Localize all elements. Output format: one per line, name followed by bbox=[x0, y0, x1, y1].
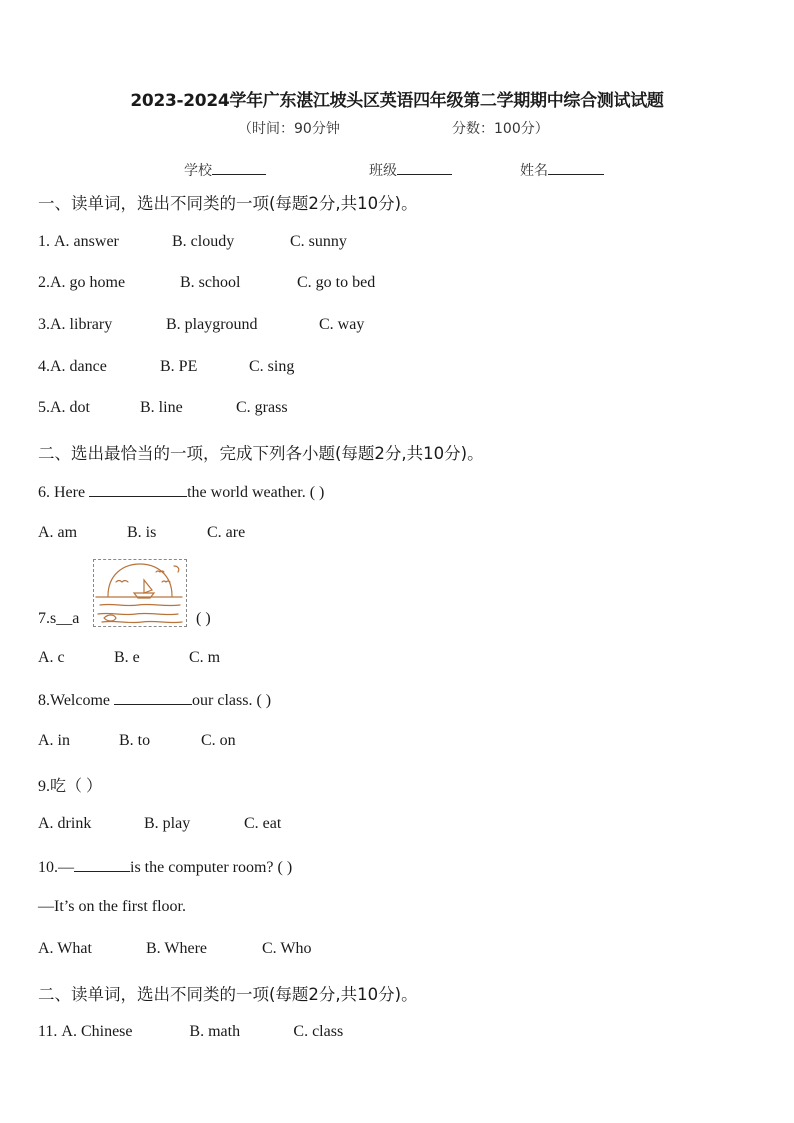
question-7-options bbox=[38, 649, 220, 667]
name-blank bbox=[548, 160, 604, 175]
class-field bbox=[369, 160, 452, 180]
question-number: 3. bbox=[38, 316, 50, 333]
question-number: 2. bbox=[38, 274, 50, 291]
question-7 bbox=[38, 610, 79, 628]
name-label: 姓名 bbox=[520, 163, 548, 179]
option-a: A. drink bbox=[38, 815, 92, 832]
option-c: C. go to bed bbox=[297, 274, 376, 291]
option-c: C. are bbox=[207, 524, 246, 541]
option-c: C. way bbox=[319, 316, 365, 333]
option-a: A. answer bbox=[54, 233, 119, 250]
section-2-heading: 二、选出最恰当的一项，完成下列各小题(每题2分,共10分)。 bbox=[38, 444, 484, 463]
option-b: B. e bbox=[114, 649, 140, 666]
option-a: A. dance bbox=[50, 358, 107, 375]
question-number: 5. bbox=[38, 399, 50, 416]
question-7-bracket: ( ) bbox=[196, 610, 211, 627]
option-b: B. school bbox=[180, 274, 241, 291]
option-b: B. is bbox=[127, 524, 157, 541]
question-10-answer: —It’s on the first floor. bbox=[38, 898, 186, 915]
option-b: B. play bbox=[144, 815, 191, 832]
option-b: B. math bbox=[189, 1023, 241, 1040]
question-text-end: is the computer room? ( ) bbox=[130, 859, 293, 876]
question-text: 6. Here bbox=[38, 484, 90, 501]
answer-blank bbox=[89, 482, 187, 497]
option-a: A. Chinese bbox=[61, 1023, 133, 1040]
question-number: 1. bbox=[38, 233, 54, 250]
option-a: A. in bbox=[38, 732, 70, 749]
sea-sunset-picture bbox=[93, 559, 187, 627]
question-6-options bbox=[38, 524, 245, 542]
school-field bbox=[184, 160, 266, 180]
answer-blank bbox=[114, 690, 192, 705]
option-c: C. sunny bbox=[290, 233, 347, 250]
question-text-end: the world weather. ( ) bbox=[187, 484, 325, 501]
option-b: B. PE bbox=[160, 358, 198, 375]
time-info: （时间：90分钟 bbox=[238, 121, 340, 137]
question-number: 4. bbox=[38, 358, 50, 375]
option-a: A. am bbox=[38, 524, 78, 541]
question-6 bbox=[38, 482, 324, 502]
question-5 bbox=[38, 399, 288, 417]
option-a: A. library bbox=[50, 316, 113, 333]
option-c: C. sing bbox=[249, 358, 295, 375]
option-a: A. dot bbox=[50, 399, 90, 416]
option-b: B. playground bbox=[166, 316, 258, 333]
question-10-options bbox=[38, 940, 311, 958]
question-10 bbox=[38, 857, 292, 877]
sea-sunset-sketch-icon bbox=[94, 560, 186, 626]
page-title: 2023-2024学年广东湛江坡头区英语四年级第二学期期中综合测试试题 bbox=[130, 91, 664, 111]
option-b: B. cloudy bbox=[172, 233, 235, 250]
option-a: A. go home bbox=[50, 274, 126, 291]
section-3-heading: 二、读单词，选出不同类的一项(每题2分,共10分)。 bbox=[38, 985, 418, 1004]
option-c: C. m bbox=[189, 649, 221, 666]
answer-blank bbox=[74, 857, 130, 872]
option-b: B. Where bbox=[146, 940, 208, 957]
option-a: A. What bbox=[38, 940, 92, 957]
class-label: 班级 bbox=[369, 163, 397, 179]
section-1-heading: 一、读单词，选出不同类的一项(每题2分,共10分)。 bbox=[38, 194, 418, 213]
option-c: C. grass bbox=[236, 399, 288, 416]
option-c: C. eat bbox=[244, 815, 282, 832]
question-number: 11. bbox=[38, 1023, 62, 1040]
question-3 bbox=[38, 316, 364, 334]
score-info: 分数：100分） bbox=[452, 121, 549, 137]
question-4 bbox=[38, 358, 294, 376]
question-8-options bbox=[38, 732, 236, 750]
name-field bbox=[520, 160, 604, 180]
question-9: 9.吃（ ） bbox=[38, 778, 103, 795]
question-text: 7.s__a bbox=[38, 610, 80, 627]
school-label: 学校 bbox=[184, 163, 212, 179]
question-text-end: our class. ( ) bbox=[192, 692, 272, 709]
option-c: C. on bbox=[201, 732, 236, 749]
school-blank bbox=[212, 160, 266, 175]
option-c: C. Who bbox=[262, 940, 312, 957]
question-text: 8.Welcome bbox=[38, 692, 115, 709]
option-b: B. to bbox=[119, 732, 151, 749]
option-c: C. class bbox=[293, 1023, 344, 1040]
option-a: A. c bbox=[38, 649, 65, 666]
question-1 bbox=[38, 233, 347, 251]
question-text: 10.— bbox=[38, 859, 74, 876]
class-blank bbox=[397, 160, 452, 175]
question-2 bbox=[38, 274, 375, 292]
question-8 bbox=[38, 690, 271, 710]
option-b: B. line bbox=[140, 399, 183, 416]
question-9-options bbox=[38, 815, 281, 833]
question-11 bbox=[38, 1023, 343, 1041]
